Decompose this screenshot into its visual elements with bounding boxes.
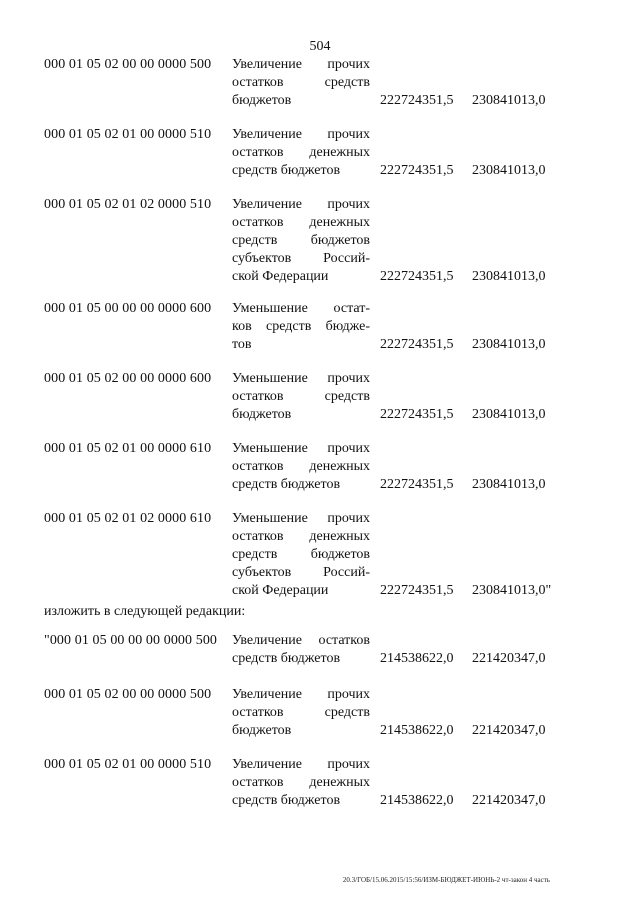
description-line: Уменьшение остат- <box>232 301 370 316</box>
description-line: средств бюджетов <box>232 793 341 808</box>
description-line: бюджетов <box>232 93 292 108</box>
page-number: 504 <box>309 39 331 54</box>
amount-second-year: 230841013,0 <box>472 93 546 108</box>
description-line: бюджетов <box>232 407 292 422</box>
amount-second-year: 230841013,0 <box>472 407 546 422</box>
budget-description <box>232 686 370 740</box>
document-footer: 20.3/ГОБ/15.06.2015/15:56/ИЗМ-БЮДЖЕТ-ИЮНЬ-2 чт-закон 4 часть <box>342 876 550 884</box>
description-line: Увеличение прочих <box>232 127 370 142</box>
budget-description <box>232 196 370 286</box>
description-line: средств бюджетов <box>232 163 341 178</box>
description-line: остатков денежных <box>232 775 370 790</box>
description-line: остатков денежных <box>232 459 370 474</box>
description-line: остатков средств <box>232 389 370 404</box>
description-line: Увеличение остатков <box>232 633 370 648</box>
amount-second-year: 221420347,0 <box>472 793 546 808</box>
budget-code: 000 01 05 02 01 00 0000 510 <box>44 127 212 142</box>
budget-code: 000 01 05 02 01 00 0000 510 <box>44 757 212 772</box>
amount-first-year: 222724351,5 <box>380 477 454 492</box>
description-line: бюджетов <box>232 723 292 738</box>
budget-description <box>232 510 370 600</box>
description-line: остатков денежных <box>232 145 370 160</box>
description-line: средств бюджетов <box>232 477 341 492</box>
description-line: ской Федерации <box>232 583 329 598</box>
description-line: средств бюджетов <box>232 651 341 666</box>
amount-first-year: 222724351,5 <box>380 583 454 598</box>
description-line: тов <box>232 337 252 352</box>
description-line: остатков денежных <box>232 215 370 230</box>
amount-first-year: 214538622,0 <box>380 723 454 738</box>
description-line: Уменьшение прочих <box>232 371 370 386</box>
description-line: средств бюджетов <box>232 547 370 562</box>
amount-second-year: 230841013,0 <box>472 477 546 492</box>
budget-description <box>232 300 370 354</box>
description-line: ков средств бюдже- <box>232 319 370 334</box>
instruction-text: изложить в следующей редакции: <box>44 604 246 619</box>
amount-second-year: 230841013,0" <box>472 583 552 598</box>
budget-description <box>232 370 370 424</box>
amount-first-year: 222724351,5 <box>380 93 454 108</box>
description-line: ской Федерации <box>232 269 329 284</box>
description-line: субъектов Россий- <box>232 251 370 266</box>
description-line: субъектов Россий- <box>232 565 370 580</box>
description-line: Увеличение прочих <box>232 757 370 772</box>
budget-description <box>232 440 370 494</box>
amount-first-year: 214538622,0 <box>380 793 454 808</box>
budget-code: 000 01 05 02 01 02 0000 510 <box>44 197 212 212</box>
description-line: остатков средств <box>232 705 370 720</box>
budget-code: 000 01 05 02 00 00 0000 500 <box>44 687 212 702</box>
budget-code: 000 01 05 02 01 02 0000 610 <box>44 511 212 526</box>
description-line: Увеличение прочих <box>232 57 370 72</box>
description-line: Уменьшение прочих <box>232 441 370 456</box>
amount-first-year: 222724351,5 <box>380 337 454 352</box>
amount-second-year: 230841013,0 <box>472 337 546 352</box>
budget-code: 000 01 05 00 00 00 0000 600 <box>44 301 212 316</box>
amount-first-year: 222724351,5 <box>380 269 454 284</box>
amount-first-year: 214538622,0 <box>380 651 454 666</box>
amount-second-year: 221420347,0 <box>472 651 546 666</box>
amount-second-year: 230841013,0 <box>472 163 546 178</box>
description-line: Увеличение прочих <box>232 687 370 702</box>
description-line: остатков средств <box>232 75 370 90</box>
budget-code: 000 01 05 02 01 00 0000 610 <box>44 441 212 456</box>
description-line: Уменьшение прочих <box>232 511 370 526</box>
budget-code: 000 01 05 02 00 00 0000 500 <box>44 57 212 72</box>
description-line: средств бюджетов <box>232 233 370 248</box>
budget-description <box>232 56 370 110</box>
amount-first-year: 222724351,5 <box>380 163 454 178</box>
budget-description <box>232 756 370 810</box>
budget-description <box>232 632 370 668</box>
budget-description <box>232 126 370 180</box>
description-line: Увеличение прочих <box>232 197 370 212</box>
budget-code: 000 01 05 02 00 00 0000 600 <box>44 371 212 386</box>
amount-second-year: 230841013,0 <box>472 269 546 284</box>
amount-second-year: 221420347,0 <box>472 723 546 738</box>
amount-first-year: 222724351,5 <box>380 407 454 422</box>
description-line: остатков денежных <box>232 529 370 544</box>
budget-code: "000 01 05 00 00 00 0000 500 <box>44 633 218 648</box>
